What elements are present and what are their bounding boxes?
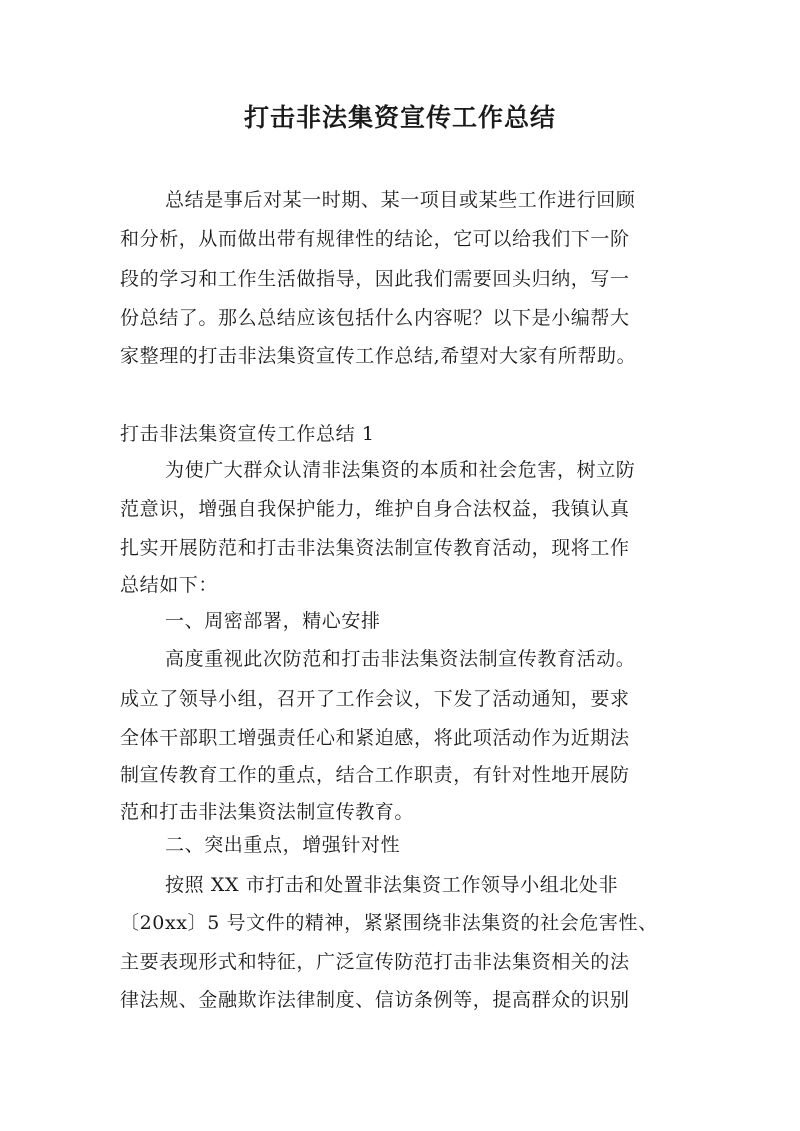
para2-line-2: 成立了领导小组，召开了工作会议，下发了活动通知，要求 <box>120 688 630 710</box>
intro-line-2: 和分析，从而做出带有规律性的结论，它可以给我们下一阶 <box>120 228 630 250</box>
intro-line-4: 份总结了。那么总结应该包括什么内容呢？以下是小编帮大 <box>120 307 630 329</box>
para1-line-4: 总结如下： <box>120 574 219 596</box>
section-heading: 打击非法集资宣传工作总结 1 <box>120 423 375 445</box>
para1-line-3: 扎实开展防范和打击非法集资法制宣传教育活动，现将工作 <box>120 537 630 559</box>
para3-line-4: 律法规、金融欺诈法律制度、信访条例等，提高群众的识别 <box>120 989 630 1011</box>
para2-line-5: 范和打击非法集资法制宣传教育。 <box>120 801 415 823</box>
subheading-1: 一、周密部署，精心安排 <box>165 610 381 632</box>
document-title: 打击非法集资宣传工作总结 <box>243 103 556 132</box>
intro-line-3: 段的学习和工作生活做指导，因此我们需要回头归纳，写一 <box>120 268 630 290</box>
para3-line-3: 主要表现形式和特征，广泛宣传防范打击非法集资相关的法 <box>120 951 630 973</box>
para2-line-4: 制宣传教育工作的重点，结合工作职责，有针对性地开展防 <box>120 764 630 786</box>
intro-line-1: 总结是事后对某一时期、某一项目或某些工作进行回顾 <box>165 189 636 211</box>
para3-line-1: 按照 XX 市打击和处置非法集资工作领导小组北处非 <box>165 874 619 896</box>
para2-line-3: 全体干部职工增强责任心和紧迫感，将此项活动作为近期法 <box>120 727 630 749</box>
para1-line-1: 为使广大群众认清非法集资的本质和社会危害，树立防 <box>165 459 636 481</box>
para3-line-2: 〔20xx〕5 号文件的精神，紧紧围绕非法集资的社会危害性、 <box>120 912 658 934</box>
para1-line-2: 范意识，增强自我保护能力，维护自身合法权益，我镇认真 <box>120 498 630 520</box>
intro-line-5: 家整理的打击非法集资宣传工作总结,希望对大家有所帮助。 <box>120 345 637 367</box>
para2-line-1: 高度重视此次防范和打击非法集资法制宣传教育活动。 <box>165 648 636 670</box>
subheading-2: 二、突出重点，增强针对性 <box>165 834 401 856</box>
